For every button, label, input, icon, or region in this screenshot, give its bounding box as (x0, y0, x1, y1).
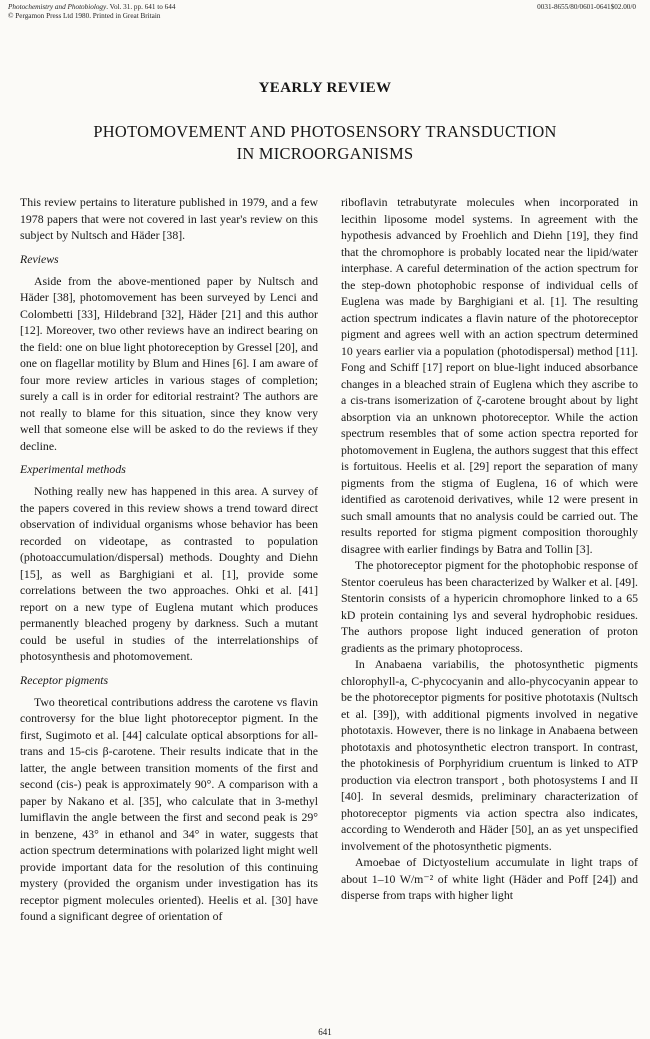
article-title-line-1: PHOTOMOVEMENT AND PHOTOSENSORY TRANSDUCTION (93, 122, 557, 141)
experimental-paragraph: Nothing really new has happened in this area. A survey of the papers covered in this review shows a trend toward direct observation of individual organisms whose behavior has been recorded on videotape, as contrasted to population (photoaccumulation/dispersal) methods. Doughty and Diehn [15], as well as Barghigiani et al. [1], provide some correlations between the two approaches. Ohki et al. [41] report on a new type of Euglena mutant which produces permanently bleached progeny by darkness. Such a mutant could be useful in studies of the interrelationships of photosynthesis and photomovement. (20, 484, 318, 663)
section-kicker: YEARLY REVIEW (258, 80, 392, 96)
right-paragraph-1: riboflavin tetrabutyrate molecules when incorporated in lecithin liposome model systems. In agreement with the hypothesis advanced by Froehlich and Diehn [19], they find that the chromophore is probably located near the lipid/water interphase. A careful determination of the action spectrum for the step-down photophobic response of individual cells of Euglena was made by Barghigiani et al. [1]. The resulting action spectrum indicates a flavin nature of the photoreceptor pigment and agrees well with an action spectrum determined 10 years earlier via a population (photodispersal) method [11]. Fong and Schiff [17] report on blue-light induced absorbance changes in a bleached strain of Euglena which they ascribe to a cis-trans isomerization of ζ-carotene brought about by light absorption via an unknown photoreceptor. While the action spectrum resembles that of some action spectra reported for photomovement in Euglena, the authors suggest that this effect is fortuitous. Heelis et al. [29] report the separation of many pigments from the stigma of Euglena, 16 of which were identified as carotenoid derivatives, while 12 were present in such small amounts that no analysis could be carried out. The results reported for stigma pigment composition thoroughly disagree with earlier findings by Batra and Tollin [3]. (341, 195, 638, 556)
heading-reviews: Reviews (20, 251, 59, 266)
article-title-line-2: IN MICROORGANISMS (236, 144, 414, 163)
intro-paragraph: This review pertains to literature published in 1979, and a few 1978 papers that were not covered in last year's review on this subject by Nultsch and Häder [38]. (20, 195, 318, 242)
journal-citation: . Vol. 31. pp. 641 to 644 (106, 3, 176, 11)
right-column (341, 194, 638, 904)
left-column (20, 194, 318, 925)
article-code: 0031-8655/80/0601-0641$02.00/0 (537, 3, 636, 11)
heading-receptor-pigments: Receptor pigments (20, 672, 109, 687)
journal-name: Photochemistry and Photobiology (8, 3, 107, 11)
reviews-paragraph: Aside from the above-mentioned paper by Nultsch and Häder [38], photomovement has been surveyed by Lenci and Colombetti [33], Hildebrand [32], Häder [21] and this author [12]. Moreover, two other reviews have an indirect bearing on the field: one on blue light photoreception by Gressel [20], and one on flagellar motility by Blum and Hines [6]. I am aware of four more review articles in various stages of completion; surely a call is in order for editorial restraint? The authors are not really to blame for this situation, since they know very well that someone else will be asked to do the reviews if they decline. (20, 273, 318, 453)
page-number: 641 (318, 1027, 332, 1037)
right-paragraph-2: The photoreceptor pigment for the photophobic response of Stentor coeruleus has been characterized by Walker et al. [49]. Stentorin consists of a hypericin chromophore linked to a 65 kD protein containing lys and several hydrophobic residues. The authors propose light induced generation of proton gradients as the primary photoprocess. (341, 558, 638, 655)
right-paragraph-4: Amoebae of Dictyostelium accumulate in light traps of about 1–10 W/m⁻² of white light (Häder and Poff [24]) and disperse from traps with higher light (341, 855, 638, 902)
heading-experimental-methods: Experimental methods (20, 462, 126, 476)
article-title (0, 121, 650, 165)
copyright-line: © Pergamon Press Ltd 1980. Printed in Great Britain (8, 12, 161, 20)
right-paragraph-3: In Anabaena variabilis, the photosynthetic pigments chlorophyll-a, C-phycocyanin and allo-phycocyanin appear to be the photoreceptor pigments for positive phototaxis (Nultsch et al. [39]), with additional pigments involved in negative phototaxis. However, there is no linkage in Anabaena between phototaxis and photosynthetic electron transport. In contrast, the photokinesis of Porphyridium cruentum is linked to ATP production via electron transport , both photosystems I and II [40]. In several desmids, preliminary characterization of photoreceptor pigments via action spectra also indicates, according to Wenderoth and Häder [50], an as yet unspecified involvement of the photosynthetic pigments. (341, 657, 638, 853)
running-header-left (8, 3, 175, 21)
receptor-paragraph: Two theoretical contributions address the carotene vs flavin controversy for the blue light photoreceptor pigment. In the first, Sugimoto et al. [44] calculate optical absorptions for all-trans and 15-cis β-carotene. Their results indicate that in the latter, the angle between transition moments of the first and second (cis-) peak is approximately 90°. A comparison with a paper by Nakano et al. [35], who calculate that in 3-methyl lumiflavin the angle between the first and second peak is 29° in benzene, 43° in ethanol and 34° in water, suggests that action spectrum determinations with polarized light might well provide important data for the resolution of this continuing mystery (provided the organism under investigation has its receptor pigment molecules oriented). Heelis et al. [30] have found a significant degree of orientation of (20, 694, 318, 923)
